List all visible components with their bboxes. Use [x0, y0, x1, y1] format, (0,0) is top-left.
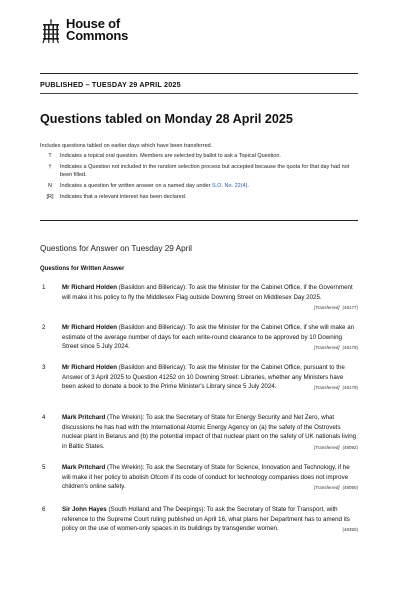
divider: [40, 220, 358, 221]
legend-symbol: N: [48, 182, 52, 189]
question-text: [62, 283, 358, 313]
subsection-heading: Questions for Written Answer: [40, 266, 125, 272]
question-reference: [314, 303, 358, 313]
legend-symbol: †: [48, 164, 52, 171]
member-name: Sir John Hayes: [62, 506, 107, 513]
question-reference: [314, 443, 358, 453]
question-body: (South Holland and The Deepings): To ask the Secretary of State for Transport, with reference to the Supreme Court ruling published on April 16, what plans her Department has to amend its policy on the use of women-only spaces in its buildings by transgender women.: [62, 506, 350, 533]
question-body: (The Wrekin): To ask the Secretary of State for Energy Security and Net Zero, what discussions he has had with the International Atomic Energy Agency on (a) the safety of the Ostrovets nuclear plant in Belarus and (b) the potential impact of that nuclear plant on the safety of UK nationals living in Baltic States.: [62, 414, 357, 450]
question-reference: [339, 525, 358, 535]
question-body: (Basildon and Billericay): To ask the Minister for the Cabinet Office, if the Government will make it his policy to fly the Middlesex Flag outside Downing Street on Middlesex Day 2025.: [62, 284, 353, 301]
member-name: Mark Pritchard: [62, 464, 106, 471]
question-id: (48179): [342, 385, 358, 391]
question-id: (48177): [342, 305, 358, 311]
question-number: 6: [42, 506, 46, 513]
legend-item: [40, 194, 360, 202]
transferred-marker: [Transferred]: [314, 385, 340, 391]
portcullis-icon: [40, 18, 62, 44]
legend-text-suffix: .: [247, 182, 249, 189]
transferred-marker: [Transferred]: [314, 305, 340, 311]
member-name: Mark Pritchard: [62, 414, 106, 421]
legend-text-container: [60, 183, 360, 191]
member-name: Mr Richard Holden: [62, 284, 118, 291]
logo-line-1: House of: [66, 16, 121, 31]
legend-text: Indicates a topical oral question. Members are selected by ballot to ask a Topical Question.: [60, 153, 281, 159]
question-text: [62, 413, 358, 452]
symbol-legend: [40, 153, 360, 205]
question-id: (48092): [342, 444, 358, 450]
legend-item: [40, 183, 360, 191]
question-number: 4: [42, 414, 46, 421]
legend-symbol: T: [48, 153, 52, 159]
question-item: [40, 463, 358, 493]
question-item: [40, 505, 358, 535]
legend-text: Indicates that a relevant interest has been declared.: [60, 193, 187, 200]
question-body: (Basildon and Billericay): To ask the Minister for the Cabinet Office, if she will make an estimate of the average number of days for each write-round clearance to be approved by 10 Downing Street since 5 July 2024.: [62, 324, 355, 351]
question-body: (The Wrekin): To ask the Secretary of State for Science, Innovation and Technology, if he will make it her policy to abolish Ofcom if its code of conduct for technology companies does not improve children's online safety.: [62, 464, 350, 491]
standing-order-link[interactable]: S.O. No. 22(4): [211, 182, 248, 189]
legend-text: Indicates a question for written answer on a named day under: [60, 182, 212, 189]
transferred-marker: [Transferred]: [314, 485, 340, 491]
question-item: [40, 323, 358, 353]
divider: [40, 73, 358, 74]
member-name: Mr Richard Holden: [62, 364, 118, 371]
legend-item: [40, 164, 360, 179]
question-id: (48350): [342, 527, 358, 533]
section-heading: Questions for Answer on Tuesday 29 April: [40, 244, 193, 253]
question-text: [62, 505, 358, 535]
legend-symbol: [R]: [46, 193, 54, 200]
house-of-commons-logo: [40, 18, 128, 44]
question-number: 1: [42, 284, 46, 291]
divider: [40, 93, 358, 94]
question-text: [62, 323, 358, 353]
question-body: (Basildon and Billericay): To ask the Minister for the Cabinet Office, pursuant to the Answer of 3 April 2025 to Question 41252 on 10 Downing Street: Libraries, whether any Ministers have been asked to donate a book to the Prime Minister's Library since 5 July 2024.: [62, 364, 345, 391]
logo-wordmark: [66, 18, 128, 42]
logo-line-2: Commons: [66, 28, 129, 43]
question-number: 5: [42, 464, 46, 471]
intro-text: Includes questions tabled on earlier days which have been transferred.: [40, 143, 213, 149]
question-reference: [314, 343, 358, 353]
question-number: 2: [42, 324, 46, 331]
question-item: [40, 363, 358, 393]
question-text: [62, 463, 358, 493]
question-item: [40, 283, 358, 313]
page-title: Questions tabled on Monday 28 April 2025: [40, 112, 293, 126]
legend-text: Indicates a Question not included in the random selection process but accepted because the quota for that day had not been filled.: [60, 164, 350, 178]
member-name: Mr Richard Holden: [62, 324, 118, 331]
question-reference: [314, 383, 358, 393]
question-id: (48090): [342, 485, 358, 491]
question-number: 3: [42, 364, 46, 371]
question-reference: [314, 483, 358, 493]
question-text: [62, 363, 358, 393]
legend-item: [40, 153, 360, 161]
transferred-marker: [Transferred]: [314, 444, 340, 450]
transferred-marker: [Transferred]: [314, 345, 340, 351]
question-id: (48178): [342, 345, 358, 351]
question-item: [40, 413, 358, 452]
published-date: PUBLISHED – TUESDAY 29 APRIL 2025: [40, 80, 181, 89]
